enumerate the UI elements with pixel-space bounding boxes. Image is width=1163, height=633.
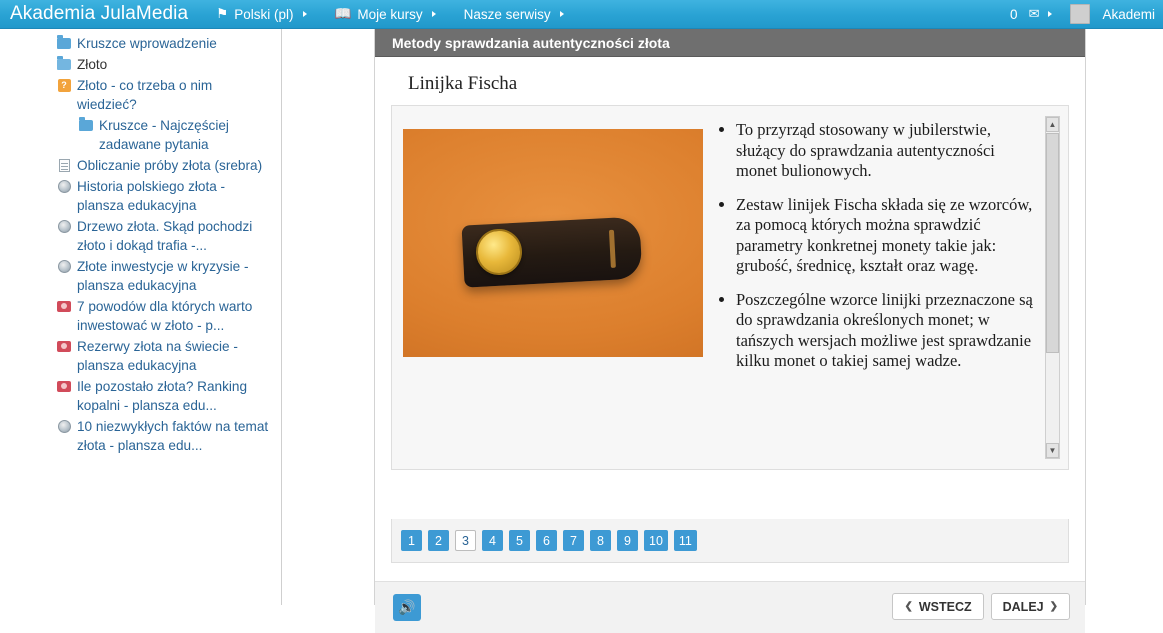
sidebar-list	[0, 33, 281, 456]
back-button-label: WSTECZ	[918, 599, 972, 614]
sidebar-item-historia-polskiego-zlota[interactable]	[0, 176, 281, 216]
folder-icon	[78, 117, 94, 134]
content-scrollbar[interactable]	[1045, 116, 1060, 459]
file-icon	[56, 157, 72, 174]
page-button-9[interactable]: 9	[617, 530, 638, 551]
nav-our-services[interactable]	[450, 0, 578, 29]
disc-icon	[56, 218, 72, 235]
messages-button[interactable]	[996, 0, 1066, 29]
page-button-3[interactable]: 3	[455, 530, 476, 551]
camera-icon	[56, 378, 72, 395]
sidebar-item-rezerwy-zlota[interactable]	[0, 336, 281, 376]
right-margin	[1103, 29, 1163, 605]
sidebar-item-zlote-inwestycje[interactable]	[0, 256, 281, 296]
page-button-10[interactable]: 10	[644, 530, 668, 551]
navbar-right	[996, 0, 1163, 29]
page-navigation	[391, 519, 1069, 563]
top-navbar	[0, 0, 1163, 29]
nav-our-services-label: Nasze serwisy	[463, 6, 551, 22]
list-item: • Zestaw linijek Fischa składa się ze wzorców, za pomocą których można sprawdzić parametry konkretnej monety takie jak: grubość, średnicę, kształt oraz wagę.	[736, 195, 1040, 277]
sidebar-item-zloto[interactable]	[0, 54, 281, 75]
disc-icon	[56, 258, 72, 275]
fischer-ruler-photo	[403, 129, 703, 357]
chevron-right-icon	[432, 11, 436, 17]
page-button-1[interactable]: 1	[401, 530, 422, 551]
user-name: Akademi	[1102, 6, 1155, 22]
chevron-right-icon	[560, 11, 564, 17]
message-count: 0	[1010, 6, 1018, 22]
sidebar-item-7-powodow[interactable]	[0, 296, 281, 336]
site-brand[interactable]: Akademia JulaMedia	[10, 3, 189, 24]
sidebar-item-label: Obliczanie próby złota (srebra)	[77, 158, 263, 173]
chevron-right-icon	[1048, 11, 1052, 17]
camera-icon	[56, 338, 72, 355]
sidebar-item-label: Drzewo złota. Skąd pochodzi złoto i dokąd trafia -...	[77, 219, 253, 253]
sidebar-item-zloto-co-trzeba-wiedziec[interactable]	[0, 75, 281, 115]
folder-open-icon	[56, 56, 72, 73]
page-button-11[interactable]: 11	[674, 530, 697, 551]
chevron-left-icon: ❮	[904, 601, 913, 612]
lesson-bullets	[717, 120, 1040, 457]
sidebar-item-ile-pozostalo-zlota[interactable]	[0, 376, 281, 416]
page-button-2[interactable]: 2	[428, 530, 449, 551]
disc-icon	[56, 418, 72, 435]
next-button-label: DALEJ	[1002, 599, 1044, 614]
page-button-7[interactable]: 7	[563, 530, 584, 551]
sidebar-item-label: Rezerwy złota na świecie - plansza edukacyjna	[77, 339, 238, 373]
sidebar-item-label: Złoto	[77, 57, 108, 72]
list-item: • Poszczególne wzorce linijki przeznaczone są do sprawdzania określonych monet; w tańszych wersjach możliwe jest sprawdzanie kilku monet o takiej samej wadze.	[736, 290, 1040, 372]
chevron-right-icon	[303, 11, 307, 17]
sidebar-item-label: Złoto - co trzeba o nim wiedzieć?	[77, 78, 213, 112]
nav-language-label: Polski (pl)	[234, 6, 294, 22]
sidebar-item-10-niezwyklych-faktow[interactable]	[0, 416, 281, 456]
scorm-footer	[375, 581, 1085, 633]
sidebar-item-drzewo-zlota[interactable]	[0, 216, 281, 256]
sidebar-item-kruszce-wprowadzenie[interactable]	[0, 33, 281, 54]
scorm-header: Metody sprawdzania autentyczności złota	[375, 29, 1085, 57]
scorm-body	[375, 57, 1085, 615]
sidebar-item-label: 10 niezwykłych faktów na temat złota - plansza edu...	[77, 419, 269, 453]
sidebar-item-label: Historia polskiego złota - plansza edukacyjna	[77, 179, 226, 213]
sidebar-item-obliczanie-proby[interactable]	[0, 155, 281, 176]
avatar	[1070, 4, 1090, 24]
page-button-5[interactable]: 5	[509, 530, 530, 551]
next-button[interactable]	[991, 593, 1070, 620]
lesson-card	[391, 105, 1069, 470]
scroll-up-arrow-icon[interactable]: ▲	[1046, 117, 1059, 132]
quiz-icon: ?	[56, 77, 72, 94]
lesson-title: Linijka Fischa	[408, 73, 518, 94]
list-item: • To przyrząd stosowany w jubilerstwie, służący do sprawdzania autentyczności monet bulionowych.	[736, 120, 1040, 182]
nav-my-courses-label: Moje kursy	[357, 6, 423, 22]
sidebar-item-label: Złote inwestycje w kryzysie - plansza edukacyjna	[77, 259, 249, 293]
back-button[interactable]	[892, 593, 983, 620]
sidebar-item-label: 7 powodów dla których warto inwestować w złoto - p...	[77, 299, 253, 333]
sidebar-item-label: Ile pozostało złota? Ranking kopalni - plansza edu...	[77, 379, 248, 413]
envelope-icon: ✉	[1028, 6, 1040, 21]
lesson-nav-buttons	[892, 593, 1070, 620]
nav-language[interactable]	[202, 0, 320, 29]
flag-icon: ⚑	[216, 6, 229, 21]
user-menu[interactable]	[1066, 0, 1163, 29]
chevron-right-icon: ❯	[1049, 601, 1058, 612]
book-icon: 📖	[334, 6, 352, 21]
page-button-4[interactable]: 4	[482, 530, 503, 551]
sidebar-item-label: Kruszce - Najczęściej zadawane pytania	[99, 118, 229, 152]
scrollbar-thumb[interactable]	[1046, 133, 1059, 353]
disc-icon	[56, 178, 72, 195]
speaker-icon[interactable]: 🔊	[393, 594, 421, 621]
sidebar-item-label: Kruszce wprowadzenie	[77, 36, 217, 51]
folder-icon	[56, 35, 72, 52]
sidebar-item-kruszce-faq[interactable]	[0, 115, 281, 155]
course-navigation-sidebar	[0, 29, 282, 605]
camera-icon	[56, 298, 72, 315]
nav-my-courses[interactable]	[321, 0, 450, 29]
main-content	[283, 29, 1163, 615]
page-button-8[interactable]: 8	[590, 530, 611, 551]
scroll-down-arrow-icon[interactable]: ▼	[1046, 443, 1059, 458]
scorm-player	[374, 29, 1086, 615]
page-button-6[interactable]: 6	[536, 530, 557, 551]
